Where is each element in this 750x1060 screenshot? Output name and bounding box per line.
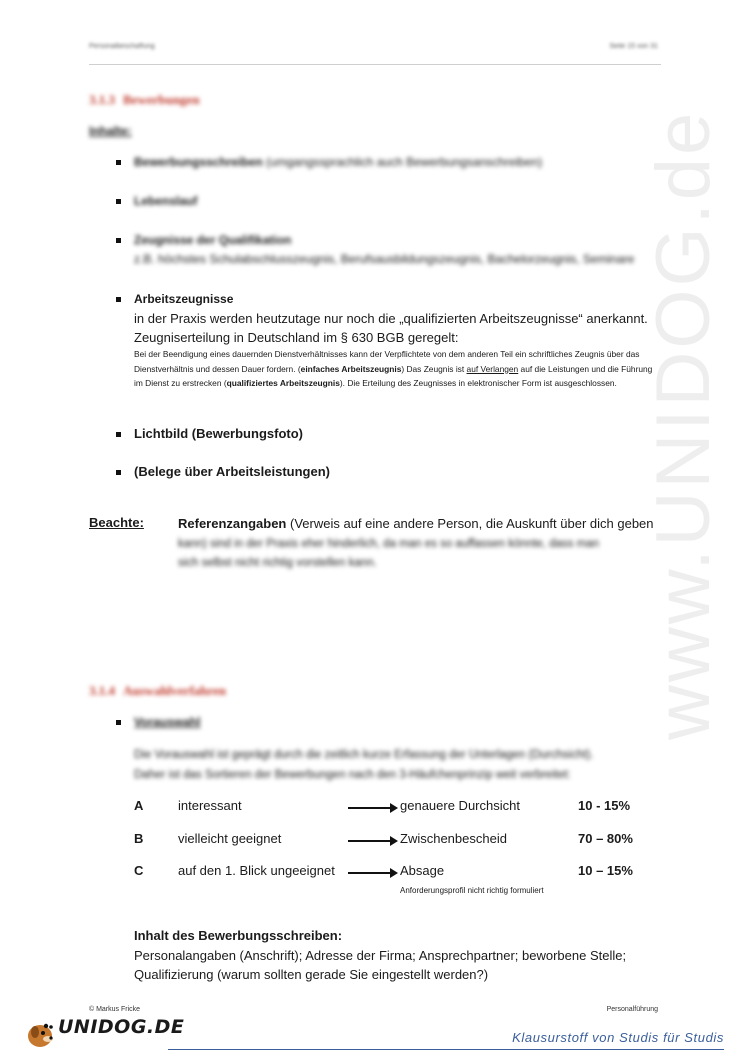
contents-label: Inhalte: (89, 124, 132, 138)
section-title: Auswahlverfahren (123, 683, 227, 698)
quote-bold: einfaches Arbeitszeugnis (300, 363, 402, 374)
inhalt-title (134, 926, 342, 945)
row-letter: B (134, 831, 144, 846)
arrow-right-icon (348, 840, 392, 842)
row-result: Absage (400, 863, 445, 878)
quote-text: ). Die Erteilung des Zeugnisses in elektronischer Form ist ausgeschlossen. (339, 378, 617, 388)
beachte-line2: kann) sind in der Praxis eher hinderlich, da man es so auffassen könnte, dass man (178, 538, 600, 550)
list-item-vorauswahl (134, 713, 200, 732)
sort-row (134, 863, 654, 883)
beachte-line1 (178, 514, 654, 533)
list-item-zeugnisse (134, 231, 291, 250)
list-item-lichtbild (134, 424, 303, 443)
beachte-bold: Referenzangaben (178, 516, 287, 531)
section-number: 3.1.3 (89, 92, 115, 107)
beachte-line3: sich selbst nicht richtig vorstellen kann. (178, 557, 377, 569)
quote-underline: auf Verlangen (466, 363, 519, 374)
header-divider (89, 64, 661, 65)
quote-text: auf die Leistungen und die Führung im Dienst zu erstrecken ( (134, 363, 653, 388)
item-bold: Zeugnisse der Qualifikation (134, 233, 292, 247)
bullet (116, 297, 121, 302)
bgb-quote (134, 347, 654, 391)
item-bold: Vorauswahl (134, 715, 201, 729)
vorauswahl-para1: Die Vorauswahl ist geprägt durch die zeitlich kurze Erfassung der Unterlagen (Durchsicht). (134, 749, 594, 761)
row-percentage: 10 – 15% (578, 863, 633, 878)
beachte-text: (Verweis auf eine andere Person, die Auskunft über dich geben (286, 516, 654, 531)
sort-row (134, 831, 654, 851)
item-bold: Lichtbild (Bewerbungsfoto) (134, 426, 303, 441)
item-bold: (Belege über Arbeitsleistungen) (134, 464, 330, 479)
section-number: 3.1.4 (89, 683, 115, 698)
inhalt-line2: Qualifizierung (warum sollten gerade Sie eingestellt werden?) (134, 967, 489, 982)
item-bold: Arbeitszeugnisse (134, 292, 234, 306)
bullet (116, 238, 121, 243)
watermark: www.UNIDOG.de (641, 109, 726, 740)
quote-text: Bei der Beendigung eines dauernden Dienstverhältnisses kann der Verpflichtete von dem anderen Teil ein schriftliches Zeugnis über das Dienstverhältnis und dessen Dauer fordern. ( (134, 349, 640, 374)
bullet (116, 432, 121, 437)
list-item-arbeitszeugnisse-title (134, 290, 233, 309)
bullet (116, 160, 121, 165)
list-item-bewerbungsschreiben (134, 153, 542, 172)
section-title: Bewerbungen (123, 92, 200, 107)
tagline: Klausurstoff von Studis für Studis (512, 1030, 724, 1045)
row-description: vielleicht geeignet (178, 831, 282, 846)
row-letter: A (134, 798, 144, 813)
beachte-label: Beachte: (89, 515, 144, 530)
header-left: Personalbeschaffung (89, 43, 155, 50)
list-item-zeugnisse-detail: z.B. höchstes Schulabschlusszeugnis, Berufsausbildungszeugnis, Bachelorzeugnis, Seminare (134, 252, 635, 266)
footer-topic: Personalführung (606, 1006, 658, 1013)
footer-copyright: © Markus Fricke (89, 1006, 141, 1013)
row-description: auf den 1. Blick ungeeignet (178, 863, 335, 878)
header-right: Seite 15 von 31 (609, 43, 658, 50)
vorauswahl-para2: Daher ist das Sortieren der Bewerbungen nach den 3-Häufchenprinzip weit verbreitet: (134, 769, 571, 781)
item-bold: Lebenslauf (134, 194, 198, 208)
section-heading-auswahlverfahren (89, 683, 226, 699)
row-letter: C (134, 863, 144, 878)
quote-text: ) Das Zeugnis ist (401, 363, 467, 374)
row-percentage: 70 – 80% (578, 831, 633, 846)
arbeitszeugnisse-line2: Zeugniserteilung in Deutschland im § 630 BGB geregelt: (134, 330, 459, 345)
bullet (116, 720, 121, 725)
list-item-belege (134, 462, 330, 481)
item-rest: (umgangssprachlich auch Bewerbungsanschreiben) (262, 155, 543, 169)
absage-note: Anforderungsprofil nicht richtig formuliert (400, 886, 544, 895)
row-result: genauere Durchsicht (400, 798, 520, 813)
inhalt-title-text: Inhalt des Bewerbungsschreiben: (134, 928, 343, 943)
sort-row (134, 798, 654, 818)
list-item-lebenslauf (134, 192, 197, 211)
arbeitszeugnisse-line1: in der Praxis werden heutzutage nur noch die „qualifizierten Arbeitszeugnisse“ anerkannt. (134, 311, 648, 326)
arrow-right-icon (348, 807, 392, 809)
bullet (116, 199, 121, 204)
item-bold: Bewerbungsschreiben (134, 155, 263, 169)
row-description: interessant (178, 798, 242, 813)
section-heading-bewerbungen (89, 92, 200, 108)
bullet (116, 470, 121, 475)
quote-bold: qualifiziertes Arbeitszeugnis (226, 378, 340, 388)
inhalt-line1: Personalangaben (Anschrift); Adresse der Firma; Ansprechpartner; beworbene Stelle; (134, 948, 627, 963)
logo-text: UNIDOG.DE (58, 1016, 185, 1038)
row-percentage: 10 - 15% (578, 798, 631, 813)
tagline-divider (168, 1049, 724, 1050)
row-result: Zwischenbescheid (400, 831, 507, 846)
arrow-right-icon (348, 872, 392, 874)
